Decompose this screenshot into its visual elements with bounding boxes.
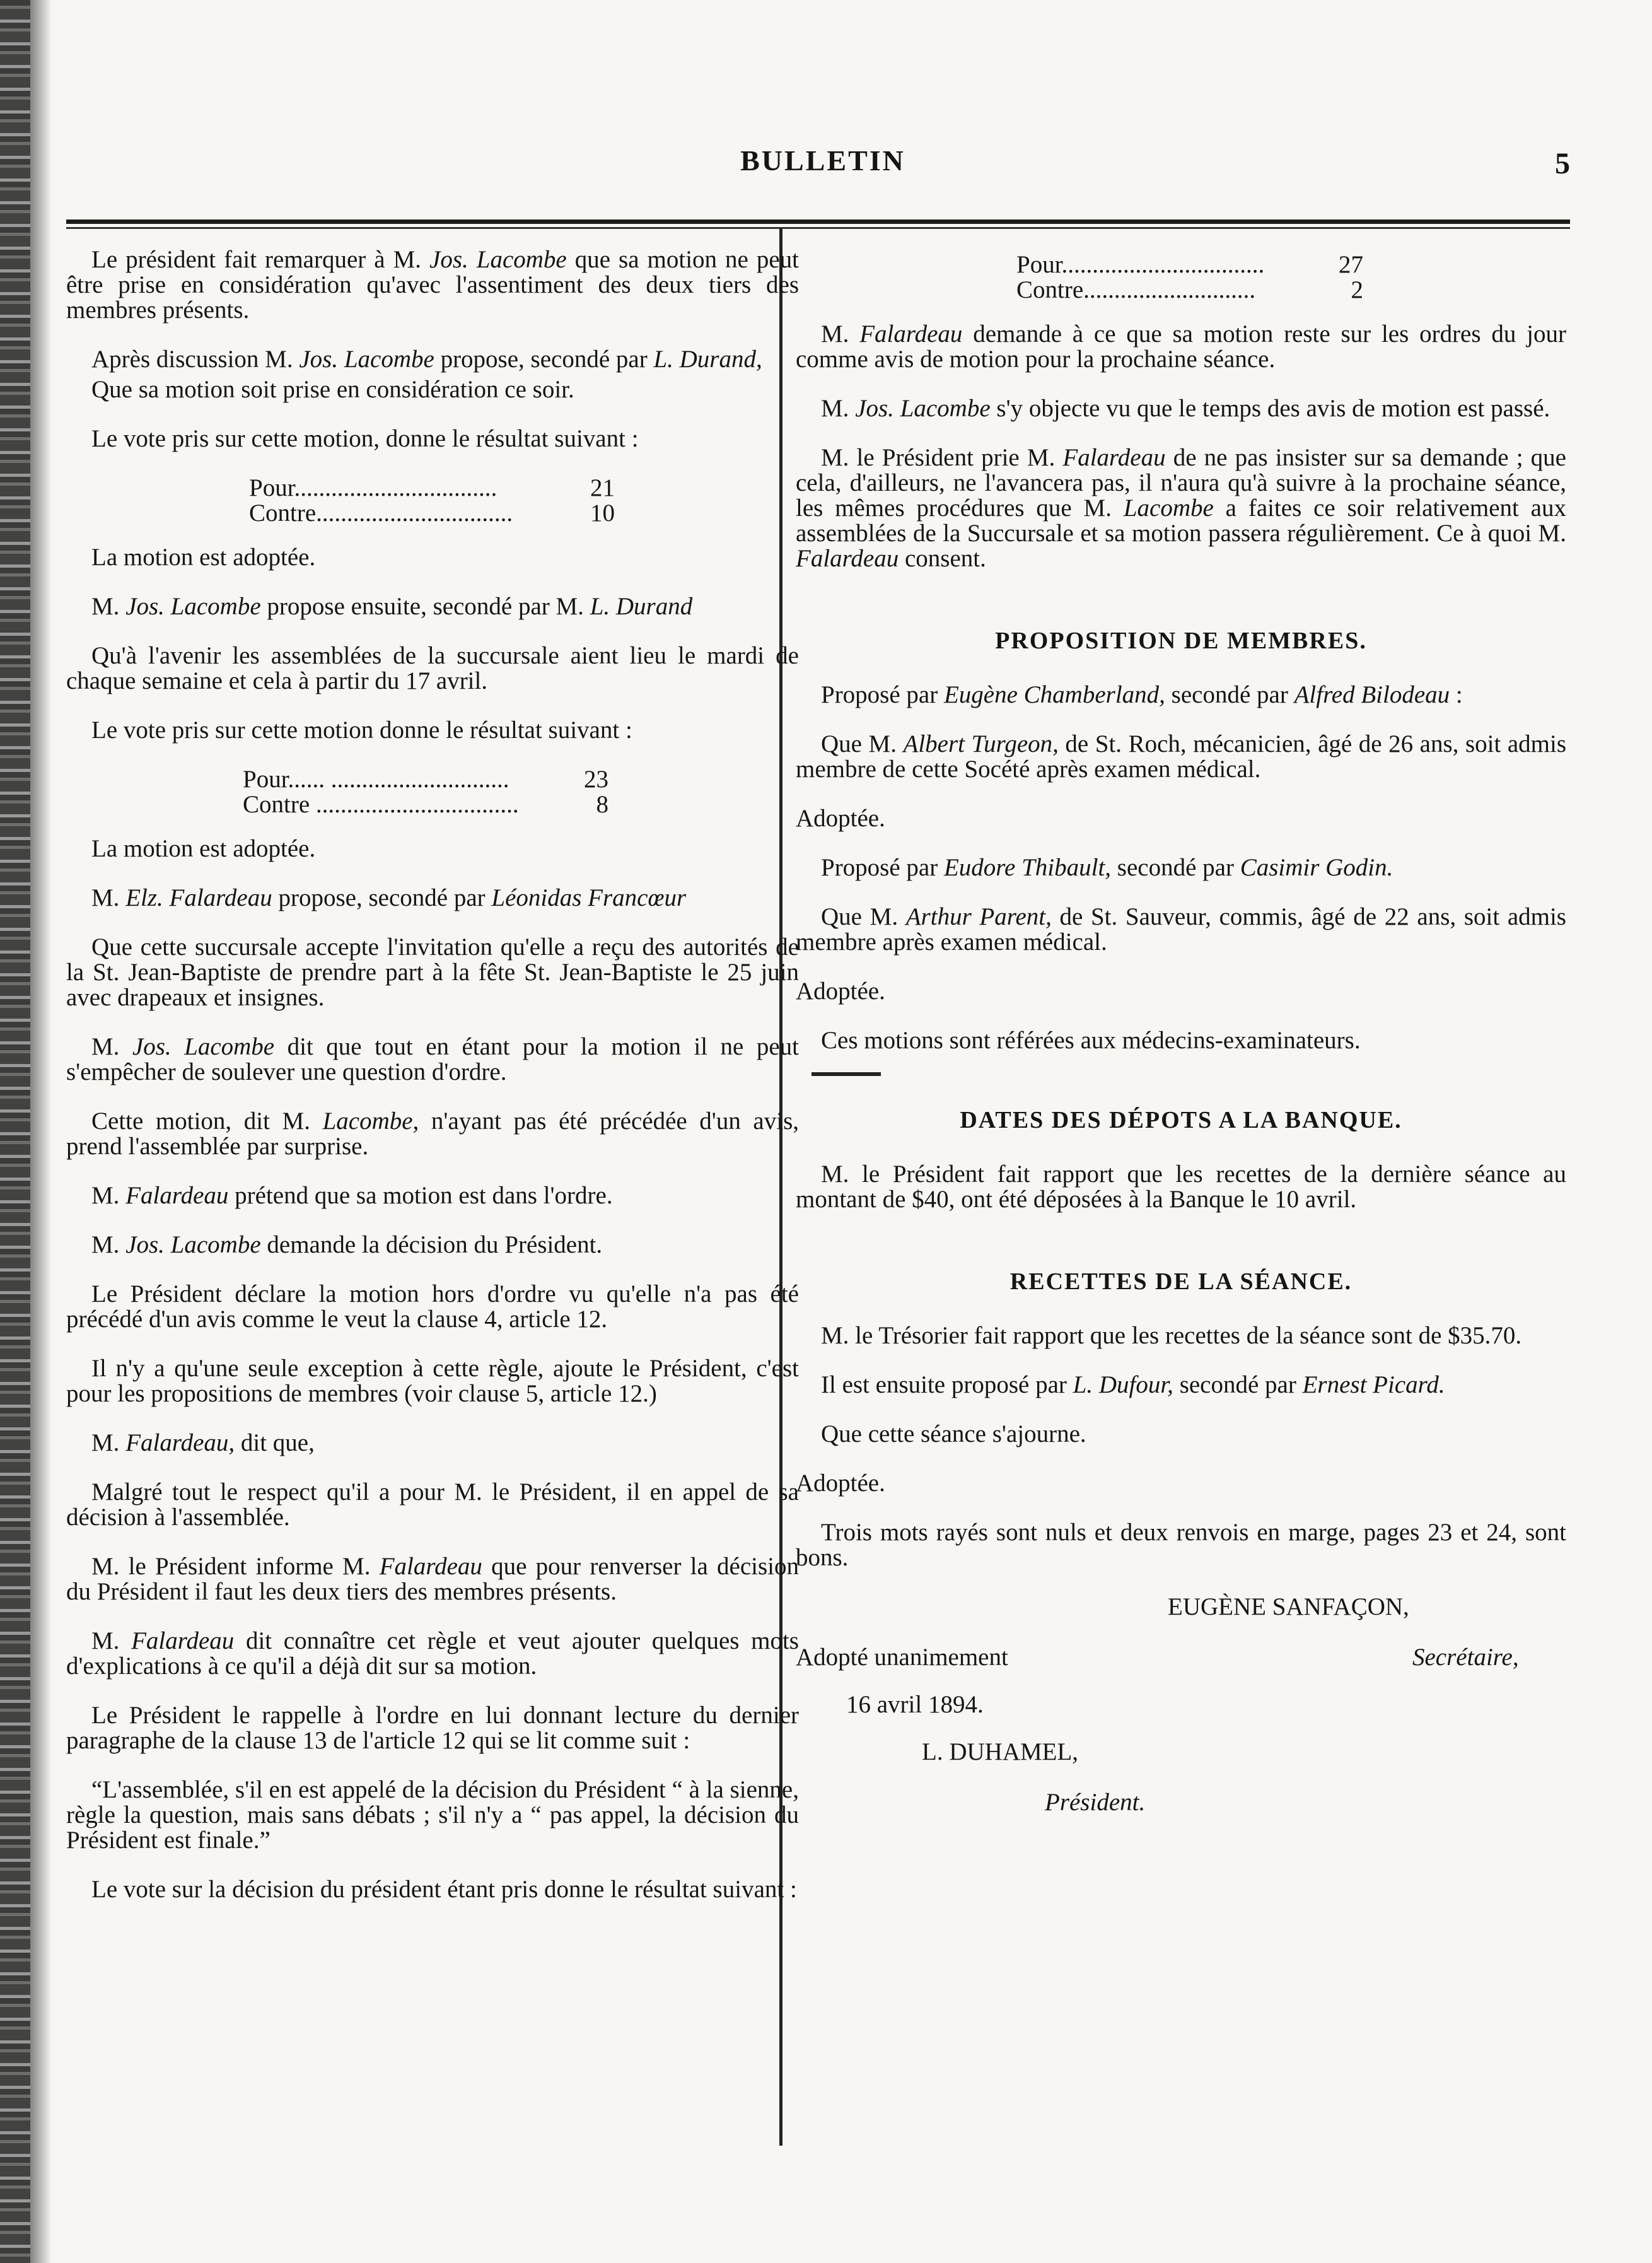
- paragraph: Ces motions sont référées aux médecins-examinateurs.: [821, 1027, 1361, 1054]
- section-heading: RECETTES DE LA SÉANCE.: [1009, 1268, 1352, 1295]
- paragraph: Il est ensuite proposé par L. Dufour, secondé par Ernest Picard.: [821, 1371, 1445, 1398]
- paragraph: Malgré tout le respect qu'il a pour M. le Président, il en appel de sa décision à l'assemblée.: [66, 1478, 799, 1531]
- header-rule: [66, 219, 1570, 224]
- vote-contre-value: 10: [590, 500, 615, 527]
- paragraph: La motion est adoptée.: [91, 544, 316, 571]
- header-rule-thin: [66, 227, 1570, 229]
- paragraph: M. Falardeau demande à ce que sa motion reste sur les ordres du jour comme avis de motion pour la prochaine séance.: [796, 320, 1566, 373]
- quotation: “L'assemblée, s'il en est appelé de la décision du Président “ à la sienne, règle la question, mais sans débats ; s'il n'y a “ pas appel, la décision du Président est finale.”: [66, 1776, 799, 1854]
- page-title: BULLETIN: [740, 144, 905, 177]
- paragraph: Le vote sur la décision du président étant pris donne le résultat suivant :: [91, 1876, 797, 1903]
- president-name: L. DUHAMEL,: [922, 1738, 1079, 1765]
- vote-pour-value: 27: [1339, 251, 1363, 278]
- vote-pour-value: 21: [590, 474, 615, 501]
- paragraph: M. Jos. Lacombe propose ensuite, secondé par M. L. Durand: [91, 593, 693, 620]
- paragraph: M. le Trésorier fait rapport que les recettes de la séance sont de $35.70.: [821, 1322, 1522, 1349]
- section-heading: PROPOSITION DE MEMBRES.: [995, 628, 1367, 654]
- paragraph: M. Jos. Lacombe demande la décision du Président.: [91, 1231, 603, 1258]
- paragraph: Qu'à l'avenir les assemblées de la succursale aient lieu le mardi de chaque semaine et cela à partir du 17 avril.: [66, 642, 799, 694]
- vote-contre-label: Contre............................: [1016, 276, 1256, 303]
- adopted-label: Adoptée.: [796, 978, 885, 1005]
- adopted-unanimously: Adopté unanimement: [796, 1644, 1008, 1671]
- paragraph: Proposé par Eugène Chamberland, secondé par Alfred Bilodeau :: [821, 681, 1463, 708]
- paragraph: Le vote pris sur cette motion, donne le résultat suivant :: [91, 425, 639, 452]
- paragraph: Que M. Albert Turgeon, de St. Roch, mécanicien, âgé de 26 ans, soit admis membre de cette Socété après examen médical.: [796, 730, 1567, 783]
- vote-contre-label: Contre................................: [249, 500, 513, 527]
- president-title: Président.: [1045, 1789, 1146, 1816]
- vote-contre-value: 2: [1351, 276, 1363, 303]
- paragraph: M. le Président prie M. Falardeau de ne pas insister sur sa demande ; que cela, d'ailleurs, ne l'avancera pas, il n'aura qu'à suivre à la prochaine séance, les mêmes procédures que M. Lacombe a faites ce soir relativement aux assemblées de la Succursale et sa motion passera régulièrement. Ce à quoi M. Falardeau consent.: [796, 444, 1566, 572]
- paragraph: M. le Président informe M. Falardeau que pour renverser la décision du Président il faut les deux tiers des membres présents.: [66, 1553, 799, 1605]
- vote-result: [249, 476, 799, 526]
- paragraph: Trois mots rayés sont nuls et deux renvois en marge, pages 23 et 24, sont bons.: [796, 1519, 1566, 1571]
- vote-pour-value: 23: [584, 766, 608, 793]
- secretary-title: Secrétaire,: [1412, 1644, 1519, 1671]
- paragraph: Que cette succursale accepte l'invitation qu'elle a reçu des autorités de la St. Jean-Baptiste de prendre part à la fête St. Jean-Baptiste le 25 juin avec drapeaux et insignes.: [66, 933, 799, 1011]
- left-column: [66, 247, 799, 1926]
- paragraph: Le vote pris sur cette motion donne le résultat suivant :: [91, 716, 632, 744]
- paragraph: M. Jos. Lacombe s'y objecte vu que le temps des avis de motion est passé.: [821, 395, 1550, 422]
- section-divider: [811, 1072, 881, 1076]
- scan-edge-shadow: [30, 0, 52, 2263]
- vote-pour-label: Pour.................................: [249, 474, 497, 501]
- paragraph: Le Président le rappelle à l'ordre en lui donnant lecture du dernier paragraphe de la clause 13 de l'article 12 qui se lit comme suit :: [66, 1702, 799, 1754]
- signature-date: 16 avril 1894.: [846, 1691, 984, 1718]
- paragraph: M. Jos. Lacombe dit que tout en étant pour la motion il ne peut s'empêcher de soulever une question d'ordre.: [66, 1033, 799, 1085]
- page-number: 5: [1555, 147, 1570, 180]
- paragraph: M. Falardeau prétend que sa motion est dans l'ordre.: [91, 1182, 613, 1209]
- right-column: [796, 247, 1566, 1834]
- paragraph: Le président fait remarquer à M. Jos. Lacombe que sa motion ne peut être prise en considération qu'avec l'assentiment des deux tiers des membres présents.: [66, 246, 799, 324]
- paragraph: Il n'y a qu'une seule exception à cette règle, ajoute le Président, c'est pour les propositions de membres (voir clause 5, article 12.): [66, 1355, 799, 1407]
- signature-block: [796, 1594, 1566, 1834]
- paragraph: M. Elz. Falardeau propose, secondé par Léonidas Francœur: [91, 884, 687, 911]
- vote-contre-value: 8: [596, 791, 608, 818]
- secretary-name: EUGÈNE SANFAÇON,: [1168, 1593, 1409, 1620]
- vote-pour-label: Pour...... .............................: [243, 766, 509, 793]
- vote-contre-label: Contre .................................: [243, 791, 519, 818]
- paragraph: Après discussion M. Jos. Lacombe propose, secondé par L. Durand,: [91, 346, 762, 373]
- paragraph: Cette motion, dit M. Lacombe, n'ayant pas été précédée d'un avis, prend l'assemblée par surprise.: [66, 1108, 799, 1160]
- paragraph: Que M. Arthur Parent, de St. Sauveur, commis, âgé de 22 ans, soit admis membre après examen médical.: [796, 903, 1566, 956]
- section-heading: DATES DES DÉPOTS A LA BANQUE.: [960, 1107, 1402, 1133]
- paragraph: Le Président déclare la motion hors d'ordre vu qu'elle n'a pas été précédé d'un avis comme le veut la clause 4, article 12.: [66, 1280, 799, 1333]
- paragraph: M. Falardeau dit connaître cet règle et veut ajouter quelques mots d'explications à ce qu'il a déjà dit sur sa motion.: [66, 1627, 799, 1680]
- paragraph: M. Falardeau, dit que,: [91, 1429, 315, 1456]
- paragraph: Proposé par Eudore Thibault, secondé par Casimir Godin.: [821, 854, 1393, 881]
- paragraph: Que cette séance s'ajourne.: [821, 1420, 1086, 1447]
- adopted-label: Adoptée.: [796, 1470, 885, 1497]
- paragraph: La motion est adoptée.: [91, 835, 316, 862]
- vote-result: [243, 767, 799, 817]
- vote-result: [1016, 252, 1566, 303]
- paragraph: M. le Président fait rapport que les recettes de la dernière séance au montant de $40, ont été déposées à la Banque le 10 avril.: [796, 1161, 1566, 1213]
- adopted-label: Adoptée.: [796, 805, 885, 832]
- scan-edge: [0, 0, 30, 2263]
- page-header: [76, 144, 1570, 188]
- vote-pour-label: Pour.................................: [1016, 251, 1265, 278]
- paragraph: Que sa motion soit prise en considération ce soir.: [91, 376, 574, 403]
